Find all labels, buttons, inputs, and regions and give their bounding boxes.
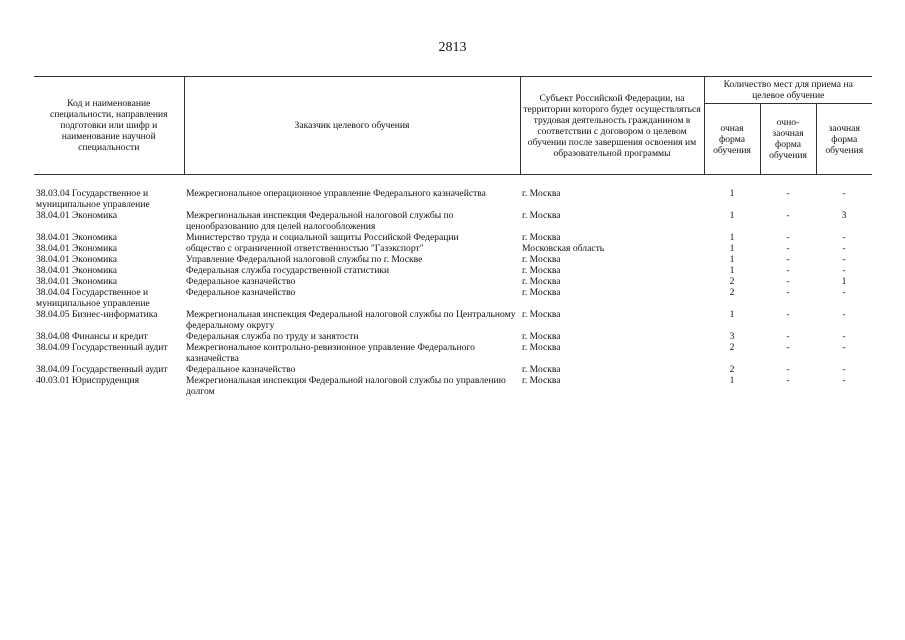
table-row [34,331,872,342]
header-code: Код и наименование специальности, направления подготовки или шифр и наименование научной специальности [34,77,184,175]
cell-part-time: - [786,309,790,320]
cell-region: г. Москва [522,342,561,353]
cell-code: 38.04.09 Государственный аудит [36,342,168,353]
page-number: 2813 [438,40,467,55]
cell-region: г. Москва [522,188,561,199]
cell-code: 38.04.01 Экономика [36,254,118,265]
cell-region: г. Москва [522,331,561,342]
cell-full-time: 1 [729,309,735,320]
cell-code: 38.04.01 Экономика [36,265,118,276]
cell-part-time: - [786,375,790,386]
table-row [34,254,872,265]
table-row [34,210,872,232]
cell-part-time: - [786,276,790,287]
header-extramural: заочная форма обучения [816,104,872,175]
cell-part-time: - [786,331,790,342]
cell-extramural: - [842,243,846,254]
cell-code: 38.04.01 Экономика [36,210,118,221]
table-body [34,175,872,398]
cell-code: 38.04.08 Финансы и кредит [36,331,148,342]
cell-code: 38.04.01 Экономика [36,276,118,287]
header-full-time: очная форма обучения [704,104,760,175]
cell-extramural: - [842,188,846,199]
cell-code: 38.04.05 Бизнес-информатика [36,309,158,320]
cell-full-time: 2 [729,276,735,287]
cell-full-time: 2 [729,364,735,375]
table-row [34,287,872,309]
cell-extramural: - [842,232,846,243]
cell-customer: Федеральная служба по труду и занятости [186,331,359,342]
table-row [34,309,872,331]
cell-region: г. Москва [522,254,561,265]
cell-part-time: - [786,287,790,298]
cell-extramural: - [842,375,846,386]
cell-region: г. Москва [522,232,561,243]
cell-region: Московская область [522,243,605,254]
table-row [34,265,872,276]
cell-region: г. Москва [522,210,561,221]
cell-customer: Управление Федеральной налоговой службы по г. Москве [186,254,423,265]
cell-extramural: - [842,254,846,265]
cell-code: 38.04.09 Государственный аудит [36,364,168,375]
cell-part-time: - [786,243,790,254]
cell-region: г. Москва [522,276,561,287]
cell-extramural: - [842,265,846,276]
cell-region: г. Москва [522,309,561,320]
cell-part-time: - [786,210,790,221]
cell-customer: Межрегиональное контрольно-ревизионное управление Федерального казначейства [186,342,475,364]
cell-code: 38.04.01 Экономика [36,243,118,254]
cell-extramural: - [842,309,846,320]
cell-customer: Межрегиональная инспекция Федеральной налоговой службы по управлению долгом [186,375,506,397]
header-region: Субъект Российской Федерации, на территории которого будет осуществляться трудовая деятельность гражданином в соответствии с договором о целевом обучении после завершения освоения им образовательной программы [520,77,704,175]
header-part-time: очно-заочная форма обучения [760,104,816,175]
header-customer: Заказчик целевого обучения [184,77,520,175]
table-row [34,364,872,375]
cell-full-time: 1 [729,188,735,199]
cell-full-time: 1 [729,265,735,276]
cell-extramural: - [842,287,846,298]
cell-full-time: 1 [729,375,735,386]
cell-customer: Федеральная служба государственной статистики [186,265,390,276]
cell-region: г. Москва [522,375,561,386]
cell-full-time: 1 [729,243,735,254]
cell-customer: Межрегиональное операционное управление Федерального казначейства [186,188,486,199]
cell-part-time: - [786,188,790,199]
cell-full-time: 1 [729,232,735,243]
cell-full-time: 1 [729,210,735,221]
admission-table [34,76,872,397]
cell-code: 38.04.04 Государственное и муниципальное управление [36,287,150,309]
cell-part-time: - [786,265,790,276]
cell-customer: Федеральное казначейство [186,364,296,375]
cell-customer: Федеральное казначейство [186,287,296,298]
table-row [34,375,872,397]
cell-full-time: 2 [729,342,735,353]
cell-code: 40.03.01 Юриспруденция [36,375,139,386]
table-row [34,232,872,243]
cell-region: г. Москва [522,265,561,276]
cell-customer: общество с ограниченной ответственностью "Газэкспорт" [186,243,424,254]
cell-extramural: 3 [841,210,847,221]
table-row [34,342,872,364]
table-row [34,175,872,211]
cell-extramural: - [842,342,846,353]
cell-customer: Министерство труда и социальной защиты Российской Федерации [186,232,459,243]
cell-extramural: 1 [841,276,847,287]
cell-extramural: - [842,331,846,342]
cell-customer: Межрегиональная инспекция Федеральной налоговой службы по Центральному федеральному округу [186,309,516,331]
header-places: Количество мест для приема на целевое обучение [704,77,872,104]
cell-customer: Федеральное казначейство [186,276,296,287]
cell-customer: Межрегиональная инспекция Федеральной налоговой службы по ценообразованию для целей налогообложения [186,210,454,232]
cell-region: г. Москва [522,364,561,375]
cell-code: 38.03.04 Государственное и муниципальное управление [36,188,150,210]
cell-part-time: - [786,364,790,375]
cell-part-time: - [786,342,790,353]
cell-part-time: - [786,232,790,243]
cell-region: г. Москва [522,287,561,298]
table-row [34,276,872,287]
cell-full-time: 2 [729,287,735,298]
cell-full-time: 3 [729,331,735,342]
cell-extramural: - [842,364,846,375]
table-row [34,243,872,254]
cell-part-time: - [786,254,790,265]
cell-full-time: 1 [729,254,735,265]
cell-code: 38.04.01 Экономика [36,232,118,243]
